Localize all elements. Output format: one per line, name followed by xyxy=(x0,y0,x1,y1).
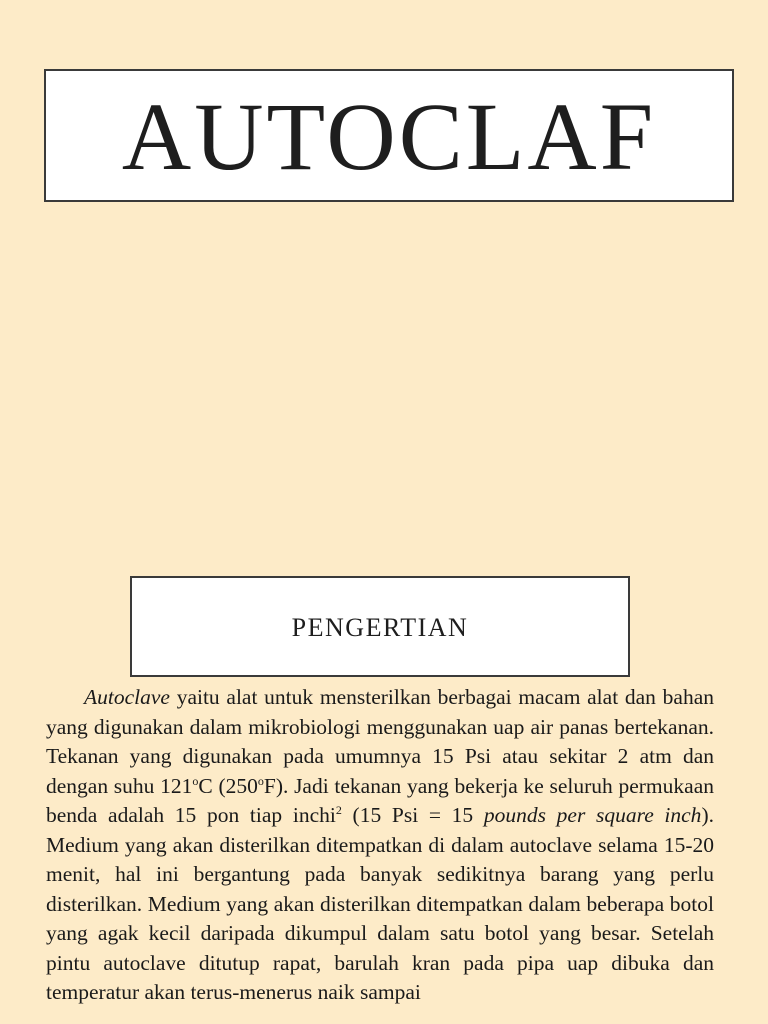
title-box xyxy=(44,69,734,202)
degree-mark-2: o xyxy=(257,773,264,788)
section-heading-box xyxy=(130,576,630,677)
paragraph-text-4: (15 Psi = 15 xyxy=(341,803,484,827)
degree-mark-1: o xyxy=(192,773,199,788)
section-heading: PENGERTIAN xyxy=(291,612,469,642)
italic-phrase: pounds per square inch xyxy=(483,803,702,827)
paragraph-text-2: C (250 xyxy=(198,773,258,798)
superscript-squared: 2 xyxy=(335,802,342,817)
term-autoclave: Autoclave xyxy=(84,685,170,709)
paragraph-text-5: ). Medium yang akan disterilkan ditempatkan di dalam autoclave selama 15-20 menit, hal ini bergantung pada banyak sedikitnya barang yang perlu disterilkan. Medium yang akan disterilkan ditempatkan dalam beberapa botol yang agak kecil daripada dikumpul dalam satu botol yang besar. Setelah pintu autoclave ditutup rapat, barulah kran pada pipa uap dibuka dan temperatur akan terus-menerus naik sampai xyxy=(46,803,714,1004)
page-title: AUTOCLAF xyxy=(121,82,657,190)
body-paragraph xyxy=(46,683,714,1008)
paragraph-text-1: yaitu alat untuk mensterilkan berbagai macam alat dan bahan yang digunakan dalam mikrobiologi menggunakan uap air panas bertekanan. Tekanan yang digunakan pada umumnya 15 Psi atau sekitar 2 atm dan dengan suhu 121 xyxy=(46,685,714,798)
paragraph-text-3: F). Jadi tekanan yang bekerja ke seluruh permukaan benda adalah 15 pon tiap inchi xyxy=(46,773,714,827)
